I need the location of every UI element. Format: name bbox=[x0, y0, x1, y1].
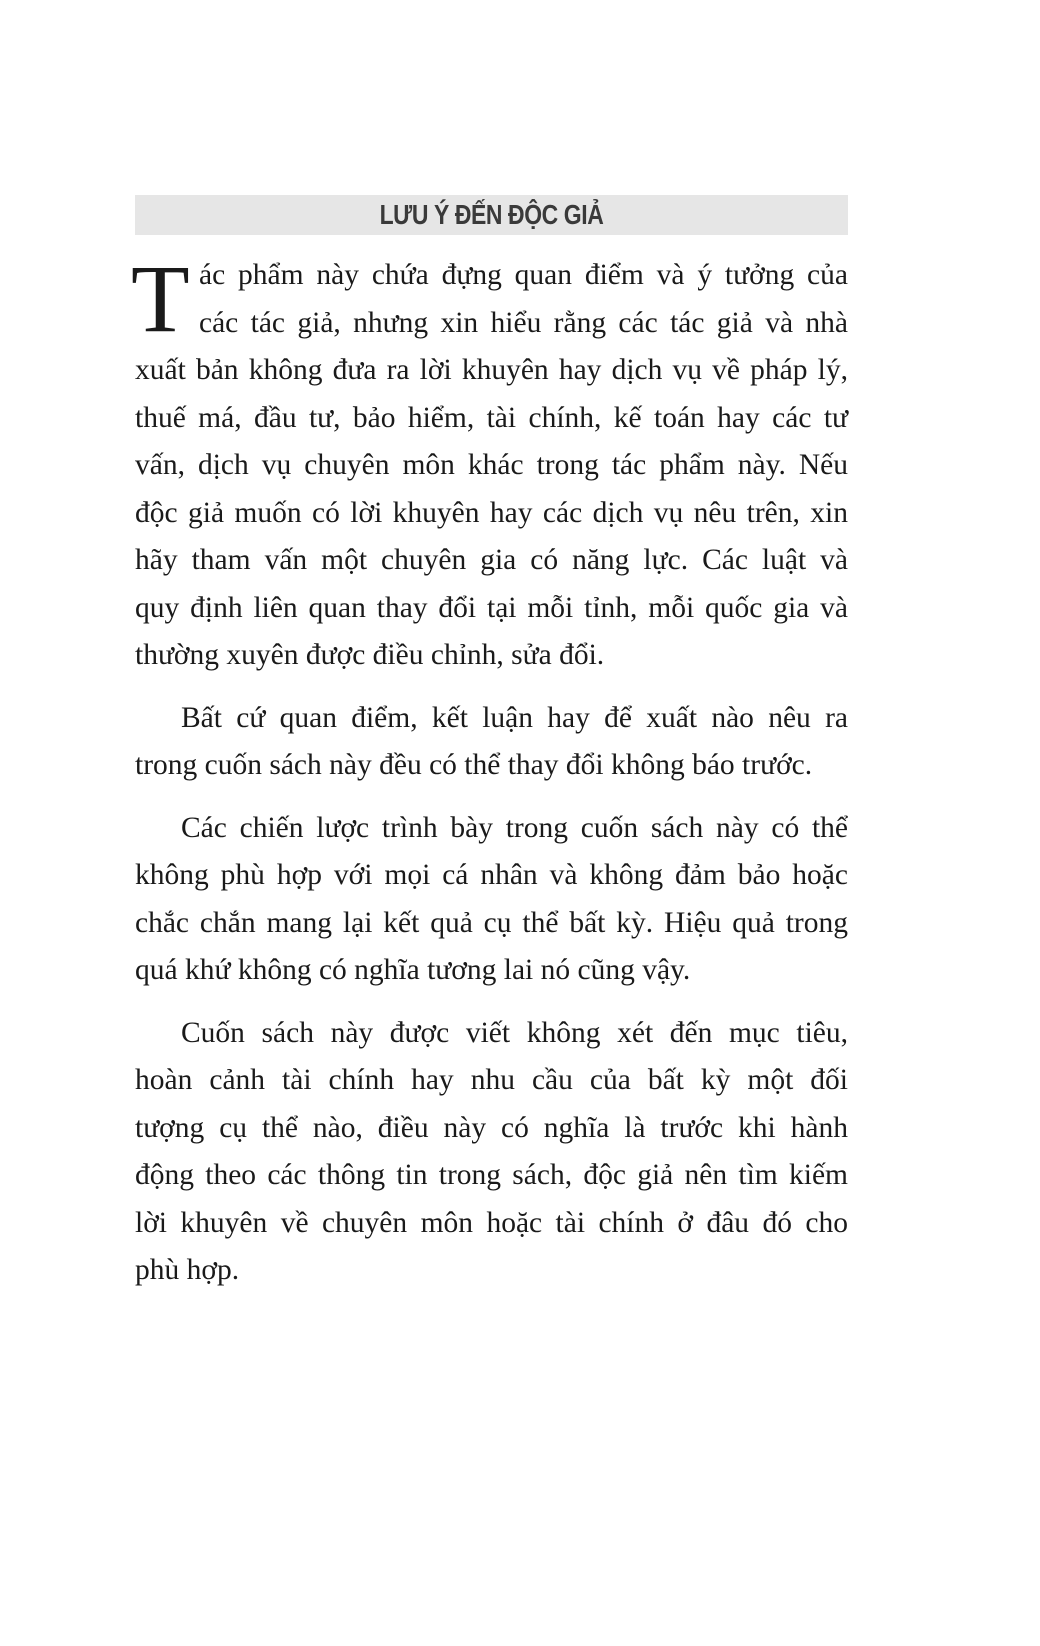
paragraph-2 bbox=[135, 695, 848, 790]
text-line: Cuốn sách này được viết không xét đến mục tiêu, bbox=[181, 1016, 848, 1049]
text-line: trong cuốn sách này đều có thể thay đổi không báo trước. bbox=[135, 749, 813, 781]
text-line: chắc chắn mang lại kết quả cụ thể bất kỳ. Hiệu quả trong bbox=[135, 906, 848, 939]
text-line: quy định liên quan thay đổi tại mỗi tỉnh, mỗi quốc gia và bbox=[135, 591, 848, 624]
text-line: quá khứ không có nghĩa tương lai nó cũng vậy. bbox=[135, 954, 691, 986]
text-line: thường xuyên được điều chỉnh, sửa đổi. bbox=[135, 639, 605, 671]
text-line: thuế má, đầu tư, bảo hiểm, tài chính, kế toán hay các tư bbox=[135, 401, 848, 434]
text-line: không phù hợp với mọi cá nhân và không đảm bảo hoặc bbox=[135, 859, 848, 891]
paragraph-1 bbox=[135, 252, 848, 680]
text-line: Các chiến lược trình bày trong cuốn sách này có thể bbox=[181, 811, 848, 844]
text-line: độc giả muốn có lời khuyên hay các dịch vụ nêu trên, xin bbox=[135, 496, 848, 529]
text-line: hoàn cảnh tài chính hay nhu cầu của bất kỳ một đối bbox=[135, 1064, 848, 1096]
text-line: các tác giả, nhưng xin hiểu rằng các tác giả và nhà bbox=[199, 306, 848, 339]
paragraph-4 bbox=[135, 1010, 848, 1295]
text-line: Bất cứ quan điểm, kết luận hay để xuất nào nêu ra bbox=[181, 701, 848, 734]
text-line: lời khuyên về chuyên môn hoặc tài chính ở đâu đó cho bbox=[135, 1206, 848, 1239]
text-line: hãy tham vấn một chuyên gia có năng lực. Các luật và bbox=[135, 544, 848, 576]
drop-cap: T bbox=[131, 245, 190, 352]
page-title: LƯU Ý ĐẾN ĐỘC GIẢ bbox=[379, 199, 604, 230]
text-line: ác phẩm này chứa đựng quan điểm và ý tưởng của bbox=[199, 259, 848, 291]
paragraph-3 bbox=[135, 805, 848, 995]
text-line: xuất bản không đưa ra lời khuyên hay dịch vụ về pháp lý, bbox=[135, 354, 848, 386]
title-banner bbox=[135, 195, 848, 235]
text-line: tượng cụ thể nào, điều này có nghĩa là trước khi hành bbox=[135, 1111, 848, 1144]
text-line: vấn, dịch vụ chuyên môn khác trong tác phẩm này. Nếu bbox=[135, 449, 848, 481]
text-line: phù hợp. bbox=[135, 1254, 240, 1286]
text-line: động theo các thông tin trong sách, độc giả nên tìm kiếm bbox=[135, 1159, 848, 1191]
body-text bbox=[131, 245, 848, 1295]
